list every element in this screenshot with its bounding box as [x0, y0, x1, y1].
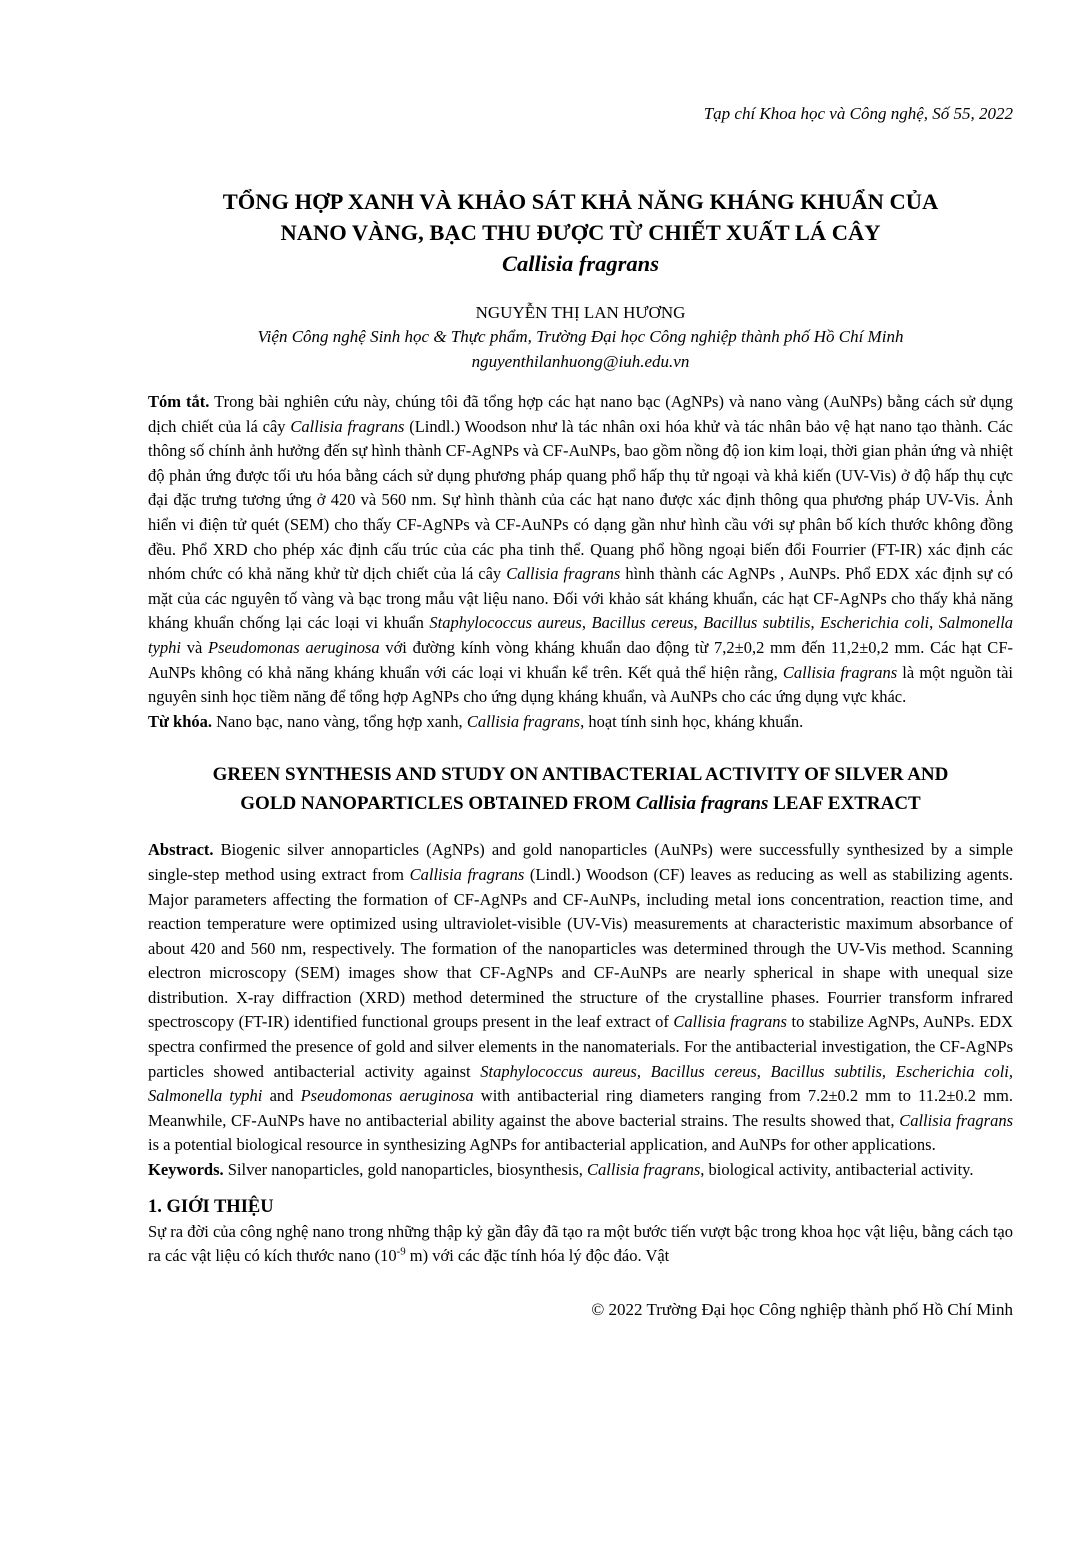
paper-title-en-line-2: GOLD NANOPARTICLES OBTAINED FROM Callisia fragrans LEAF EXTRACT — [240, 793, 921, 815]
abstract-vi: Tóm tắt. Trong bài nghiên cứu này, chúng tôi đã tổng hợp các hạt nano bạc (AgNPs) và nano vàng (AuNPs) bằng cách sử dụng dịch chiết của lá cây Callisia fragrans (Lindl.) Woodson như là tác nhân oxi hóa khử và tác nhân bảo vệ hạt nano tạo thành. Các thông số chính ảnh hưởng đến sự hình thành CF-AgNPs và CF-AuNPs, bao gồm nồng độ ion kim loại, thời gian phản ứng và nhiệt độ phản ứng được tối ưu hóa bằng cách sử dụng phương pháp quang phổ hấp thụ tử ngoại và khả kiến (UV-Vis) ở độ hấp thụ cực đại đặc trưng tương ứng ở 420 và 560 nm. Sự hình thành của các hạt nano được xác định thông qua phương pháp UV-Vis. Ảnh hiển vi điện tử quét (SEM) cho thấy CF-AgNPs và CF-AuNPs có dạng gần như hình cầu với sự phân bố kích thước không đồng đều. Phổ XRD cho phép xác định cấu trúc của các pha tinh thể. Quang phổ hồng ngoại biến đổi Fourrier (FT-IR) xác định các nhóm chức có khả năng khử từ dịch chiết của lá cây Callisia fragrans hình thành các AgNPs , AuNPs. Phổ EDX xác định sự có mặt của các nguyên tố vàng và bạc trong mẫu vật liệu nano. Đối với khảo sát kháng khuẩn, các hạt CF-AgNPs cho thấy khả năng kháng khuẩn chống lại các loại vi khuẩn Staphylococcus aureus, Bacillus cereus, Bacillus subtilis, Escherichia coli, Salmonella typhi và Pseudomonas aeruginosa với đường kính vòng kháng khuẩn dao động từ 7,2±0,2 mm đến 11,2±0,2 mm. Các hạt CF-AuNPs không có khả năng kháng khuẩn với các loại vi khuẩn kể trên. Kết quả thể hiện rằng, Callisia fragrans là một nguồn tài nguyên sinh học tiềm năng để tổng hợp AgNPs cho ứng dụng kháng khuẩn, và AuNPs cho các ứng dụng vực khác. — [148, 392, 1014, 707]
abstract-en: Abstract. Biogenic silver annoparticles (AgNPs) and gold nanoparticles (AuNPs) were successfully synthesized by a simple single-step method using extract from Callisia fragrans (Lindl.) Woodson (CF) leaves as reducing as well as stabilizing agents. Major parameters affecting the formation of CF-AgNPs and CF-AuNPs, including metal ions concentration, reaction time, and reaction temperature were optimized using ultraviolet-visible (UV-Vis) measurements at characteristic maximum absorbance of about 420 and 560 nm, respectively. The formation of the nanoparticles was determined through the UV-Vis method. Scanning electron microscopy (SEM) images show that CF-AgNPs and CF-AuNPs are nearly spherical in shape with unequal size distribution. X-ray diffraction (XRD) method determined the structure of the crystalline phases. Fourrier transform infrared spectroscopy (FT-IR) identified functional groups present in the leaf extract of Callisia fragrans to stabilize AgNPs, AuNPs. EDX spectra confirmed the presence of gold and silver elements in the nanomaterials. For the antibacterial investigation, the CF-AgNPs particles showed antibacterial activity against Staphylococcus aureus, Bacillus cereus, Bacillus subtilis, Escherichia coli, Salmonella typhi and Pseudomonas aeruginosa with antibacterial ring diameters ranging from 7.2±0.2 mm to 11.2±0.2 mm. Meanwhile, CF-AuNPs have no antibacterial ability against the above bacterial strains. The results showed that, Callisia fragrans is a potential biological resource in synthesizing AgNPs for antibacterial application, and AuNPs for other applications. — [148, 840, 1014, 1155]
paper-title-vi-line-1: TỔNG HỢP XANH VÀ KHẢO SÁT KHẢ NĂNG KHÁNG KHUẨN CỦA — [222, 189, 939, 214]
paper-title-en-line-1: GREEN SYNTHESIS AND STUDY ON ANTIBACTERIAL ACTIVITY OF SILVER AND — [212, 764, 949, 786]
copyright-footer: © 2022 Trường Đại học Công nghiệp thành phố Hồ Chí Minh — [591, 1299, 1013, 1319]
section-1-paragraph: Sự ra đời của công nghệ nano trong những thập kỷ gần đây đã tạo ra một bước tiến vượt bậc trong khoa học vật liệu, bằng cách tạo ra các vật liệu có kích thước nano ($10^{-9}$ m) với các đặc tính hóa lý độc đáo. Vật — [148, 1221, 1013, 1266]
author-affiliation: Viện Công nghệ Sinh học & Thực phẩm, Trường Đại học Công nghiệp thành phố Hồ Chí Minh — [257, 327, 904, 346]
paper-title-vi-line-2: NANO VÀNG, BẠC THU ĐƯỢC TỪ CHIẾT XUẤT LÁ CÂY — [280, 220, 881, 245]
keywords-vi: Từ khóa. Nano bạc, nano vàng, tổng hợp xanh, Callisia fragrans, hoạt tính sinh học, kháng khuẩn. — [148, 711, 804, 731]
author-name: NGUYỄN THỊ LAN HƯƠNG — [475, 303, 686, 322]
section-1-heading: 1. GIỚI THIỆU — [148, 1196, 274, 1217]
paper-title-en — [148, 760, 1013, 818]
author-email: nguyenthilanhuong@iuh.edu.vn — [471, 351, 690, 371]
keywords-en: Keywords. Silver nanoparticles, gold nanoparticles, biosynthesis, Callisia fragrans, biological activity, antibacterial activity. — [148, 1160, 974, 1180]
journal-header: Tạp chí Khoa học và Công nghệ, Số 55, 2022 — [703, 104, 1013, 123]
paper-title-vi-species: Callisia fragrans — [502, 251, 659, 276]
paper-title-vi — [148, 186, 1013, 279]
